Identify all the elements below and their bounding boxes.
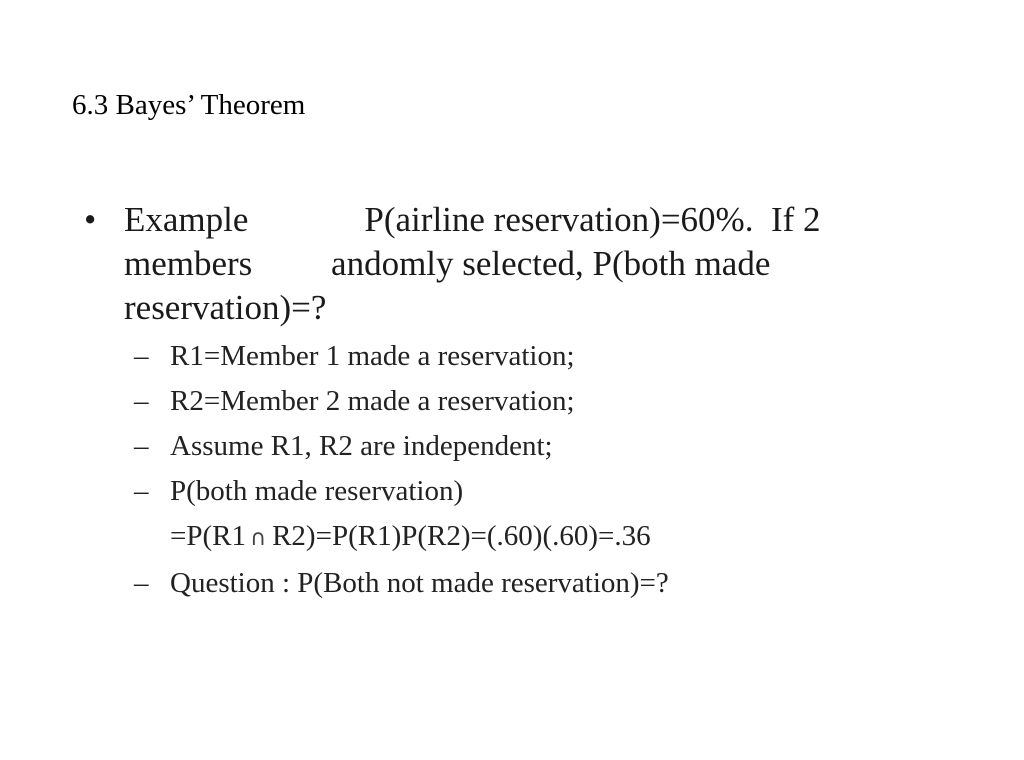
sub-item-r2-text: R2=Member 2 made a reservation; (170, 385, 575, 417)
obscured-gap (248, 201, 364, 231)
sub-item-both (134, 469, 834, 514)
dash-marker: – (134, 475, 149, 507)
bullet-line-1-start: Example (124, 200, 249, 239)
calculation-end: R2)=P(R1)P(R2)=(.60)(.60)=.36 (272, 520, 651, 552)
sub-item-r1-text: R1=Member 1 made a reservation; (170, 340, 575, 372)
bullet-line-2 (124, 242, 944, 286)
sub-item-question (134, 561, 834, 606)
bullet-line-1-end: P(airline reservation)=60%. If 2 (364, 200, 821, 239)
obscured-fragment (261, 245, 331, 275)
sub-item-question-text: Question : P(Both not made reservation)=? (170, 567, 669, 599)
bullet-line-1 (124, 198, 944, 242)
calculation-start: =P(R1 (170, 520, 246, 552)
sub-item-r2 (134, 379, 834, 424)
sub-item-assume-text: Assume R1, R2 are independent; (170, 430, 553, 462)
sub-item-r1 (134, 334, 834, 379)
bullet-line-2-end: andomly selected, P(both made (331, 244, 771, 283)
bullet-line-3: reservation)=? (124, 288, 327, 327)
sub-list (134, 334, 834, 606)
dash-marker: – (134, 430, 149, 462)
main-bullet (84, 198, 944, 330)
slide-title: 6.3 Bayes’ Theorem (72, 89, 306, 121)
sub-item-assume (134, 424, 834, 469)
dash-marker: – (134, 340, 149, 372)
calculation-line (134, 514, 834, 561)
dash-marker: – (134, 567, 149, 599)
main-bullet-block (84, 198, 944, 330)
bullet-marker: • (84, 200, 97, 239)
intersection-symbol: ∩ (249, 526, 267, 551)
bullet-line-2-start: members (124, 244, 253, 283)
sub-item-both-text: P(both made reservation) (170, 475, 464, 507)
dash-marker: – (134, 385, 149, 417)
